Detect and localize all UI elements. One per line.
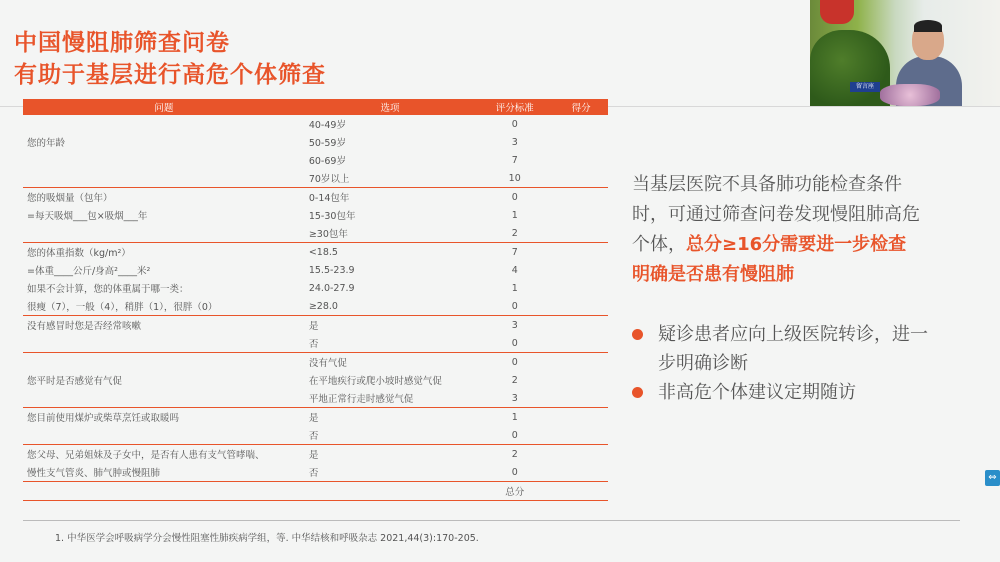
question-cell: 您平时是否感觉有气促: [27, 376, 123, 387]
question-cell: 您的体重指数（kg/m²）: [23, 243, 305, 262]
table-row: [23, 169, 608, 188]
question-cell: [23, 482, 305, 501]
speaker-sign: 留言座: [850, 82, 880, 92]
score-cell: [554, 224, 608, 243]
option-cell: ≥28.0: [308, 300, 338, 312]
table-row: [23, 334, 608, 353]
question-cell: [23, 426, 305, 445]
score-cell: [554, 353, 608, 372]
question-cell: [23, 353, 305, 372]
score-cell: [554, 261, 608, 279]
question-cell: 慢性支气管炎、肺气肿或慢阻肺: [27, 468, 161, 479]
list-item: [630, 320, 930, 378]
score-cell: [554, 316, 608, 335]
option-cell: <18.5: [305, 243, 475, 262]
question-cell: =体重____公斤/身高²____米²: [27, 266, 151, 277]
score-cell: [554, 279, 608, 297]
table-row: [23, 297, 608, 316]
question-cell: 您目前使用煤炉或柴草烹饪或取暖吗: [23, 408, 305, 427]
score-cell: [554, 243, 608, 262]
table-row: [23, 408, 608, 427]
score-standard-cell: 3: [511, 136, 518, 148]
question-cell: 您父母、兄弟姐妹及子女中，是否有人患有支气管哮喘、: [23, 445, 305, 464]
score-cell: [554, 389, 608, 408]
table-header-row: [23, 99, 608, 115]
question-cell: 很瘦（7），一般（4），稍胖（1），很胖（0）: [27, 302, 218, 313]
total-row: [23, 482, 608, 501]
option-cell: 没有气促: [305, 353, 475, 372]
question-cell: [23, 151, 305, 169]
option-cell: 50-59岁: [308, 138, 346, 149]
score-cell: [554, 463, 608, 482]
score-standard-cell: 4: [511, 264, 518, 276]
option-cell: 15.5-23.9: [308, 264, 355, 276]
option-cell: 否: [308, 339, 319, 350]
score-cell: [554, 169, 608, 188]
score-cell: [554, 115, 608, 133]
score-standard-cell: 7: [511, 154, 518, 166]
score-standard-cell: 0: [511, 466, 518, 478]
score-standard-cell: 3: [475, 316, 554, 335]
option-cell: 0-14包年: [305, 188, 475, 207]
score-cell: [554, 426, 608, 445]
table-row: [23, 243, 608, 262]
recommendation-list: [630, 320, 930, 407]
option-cell: 否: [308, 431, 319, 442]
question-cell: [23, 169, 305, 188]
question-cell: =每天吸烟___包×吸烟___年: [27, 211, 148, 222]
bullet-text: 疑诊患者应向上级医院转诊，进一步明确诊断: [658, 324, 928, 374]
score-cell: [554, 445, 608, 464]
flowers-decoration: [880, 84, 940, 106]
plants-decoration: [810, 30, 890, 106]
option-cell: 60-69岁: [308, 156, 346, 167]
option-cell: 否: [308, 468, 319, 479]
table-end-rule: [23, 501, 608, 502]
table-row: [23, 463, 608, 482]
list-item: [630, 378, 930, 407]
footnote: 1. 中华医学会呼吸病学分会慢性阻塞性肺疾病学组，等. 中华结核和呼吸杂志 2021,44(3):170-205.: [55, 533, 479, 544]
option-cell: 平地正常行走时感觉气促: [308, 394, 414, 405]
score-standard-cell: 1: [475, 408, 554, 427]
score-standard-cell: 0: [511, 337, 518, 349]
header-question: 问题: [23, 99, 305, 115]
header-score-standard: 评分标准: [475, 99, 554, 115]
lantern-decoration: [820, 0, 854, 24]
score-standard-cell: 2: [511, 374, 518, 386]
table-row: [23, 151, 608, 169]
table-row: [23, 279, 608, 297]
score-standard-cell: 0: [511, 429, 518, 441]
slide-subtitle: 有助于基层进行高危个体筛查: [14, 62, 326, 88]
speaker-video-feed[interactable]: [810, 0, 1000, 106]
option-cell: 15-30包年: [308, 211, 356, 222]
question-cell: 您的年龄: [27, 138, 66, 149]
header-option: 选项: [305, 99, 475, 115]
score-cell: [554, 297, 608, 316]
table-row: [23, 353, 608, 372]
question-cell: [23, 115, 305, 133]
option-cell: [305, 482, 475, 501]
table-row: [23, 206, 608, 224]
side-panel-toggle-icon[interactable]: ⇔: [985, 470, 1000, 486]
option-cell: 是: [305, 408, 475, 427]
score-cell: [554, 188, 608, 207]
score-standard-cell: 7: [475, 243, 554, 262]
score-standard-cell: 3: [511, 392, 518, 404]
question-cell: 没有感冒时您是否经常咳嗽: [23, 316, 305, 335]
footnote-divider: [23, 520, 960, 521]
question-cell: 您的吸烟量（包年）: [23, 188, 305, 207]
score-cell: [554, 151, 608, 169]
score-cell: [554, 408, 608, 427]
score-standard-cell: 0: [511, 118, 518, 130]
score-standard-cell: 0: [475, 353, 554, 372]
question-cell: [23, 224, 305, 243]
bullet-text: 非高危个体建议定期随访: [658, 382, 856, 403]
score-cell: [554, 334, 608, 353]
score-cell: [554, 133, 608, 151]
table-row: [23, 115, 608, 133]
table-row: [23, 426, 608, 445]
score-cell: [554, 206, 608, 224]
table-row: [23, 371, 608, 389]
question-cell: 如果不会计算，您的体重属于哪一类：: [27, 284, 189, 295]
table-row: [23, 133, 608, 151]
screening-questionnaire-table: [23, 99, 608, 501]
option-cell: 是: [305, 316, 475, 335]
score-standard-cell: 0: [475, 188, 554, 207]
table-row: [23, 389, 608, 408]
bullet-dot-icon: [632, 329, 643, 340]
bullet-dot-icon: [632, 387, 643, 398]
score-standard-cell: 10: [508, 172, 521, 184]
score-standard-cell: 0: [511, 300, 518, 312]
header-score: 得分: [554, 99, 608, 115]
score-standard-cell: 1: [511, 209, 518, 221]
score-standard-cell: 2: [475, 445, 554, 464]
option-cell: 是: [305, 445, 475, 464]
table-row: [23, 188, 608, 207]
speaker-hair: [914, 20, 942, 32]
table-end-line: [23, 501, 608, 502]
option-cell: 24.0-27.9: [308, 282, 355, 294]
total-score-cell: [554, 482, 608, 501]
total-label: 总分: [475, 482, 554, 501]
option-cell: ≥30包年: [308, 229, 348, 240]
option-cell: 70岁以上: [308, 174, 350, 185]
question-cell: [23, 389, 305, 408]
table-row: [23, 316, 608, 335]
explanation-body: 当基层医院不具备肺功能检查条件时，可通过筛查问卷发现慢阻肺高危个体，: [632, 174, 920, 255]
question-cell: [23, 334, 305, 353]
explanation-highlight: 总分≥16分需要进一步检查明确是否患有慢阻肺: [632, 234, 907, 285]
table-body: [23, 115, 608, 501]
option-cell: 在平地疾行或爬小坡时感觉气促: [308, 376, 442, 387]
score-standard-cell: 1: [511, 282, 518, 294]
score-cell: [554, 371, 608, 389]
slide-title: 中国慢阻肺筛查问卷: [14, 30, 230, 56]
table-row: [23, 224, 608, 243]
table-row: [23, 445, 608, 464]
table-row: [23, 261, 608, 279]
score-standard-cell: 2: [511, 227, 518, 239]
explanation-text: [632, 170, 922, 290]
option-cell: 40-49岁: [308, 120, 346, 131]
